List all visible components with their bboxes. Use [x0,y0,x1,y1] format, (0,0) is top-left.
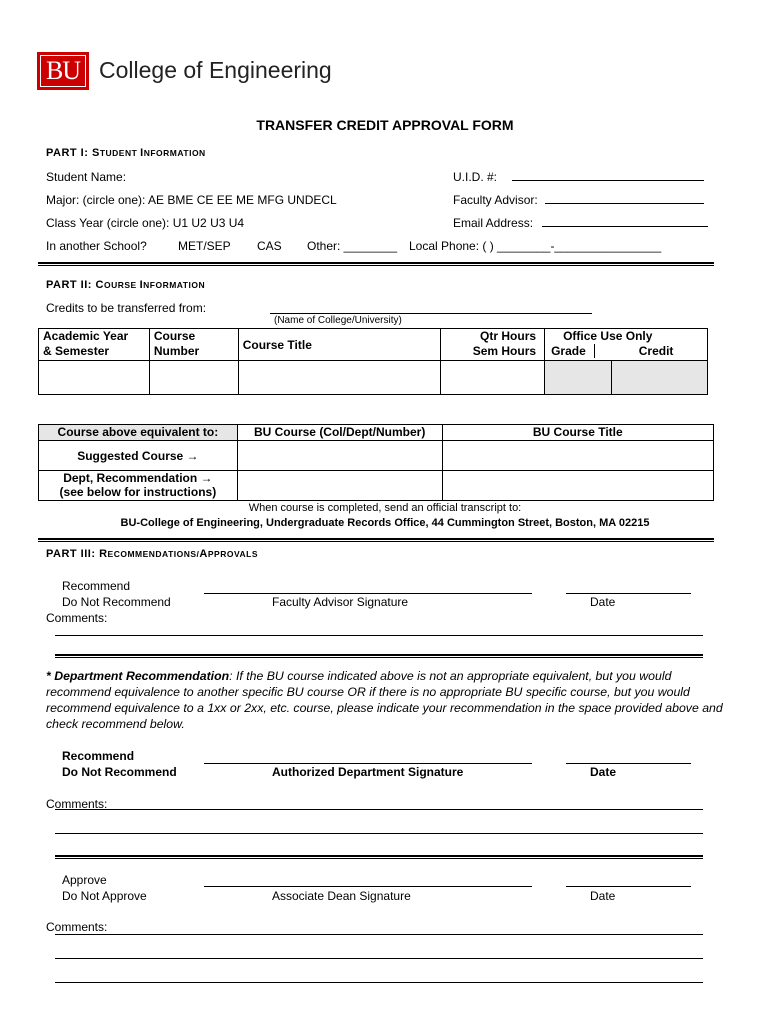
faculty-advisor-field[interactable] [545,203,704,204]
academic-year-header: Academic Year & Semester [39,329,150,361]
section-divider [38,262,714,266]
part2-heading: PART II: COURSE INFORMATION [46,279,206,291]
class-year-label: Class Year (circle one): U1 U2 U3 U4 [46,216,245,230]
uid-field[interactable] [512,180,704,181]
course-number-header: Course Number [149,329,238,361]
dept-date-label: Date [590,765,617,779]
dean-comments-line[interactable] [55,982,703,983]
dept-bu-title-cell[interactable] [442,471,713,501]
recommend-option[interactable]: Recommend [62,579,131,593]
hours-cell[interactable] [441,361,545,395]
dept-signature-label: Authorized Department Signature [272,765,464,779]
email-field[interactable] [542,226,708,227]
student-name-label: Student Name: [46,170,127,184]
uid-label: U.I.D. #: [453,170,498,184]
grade-cell [545,361,612,395]
bu-course-header: BU Course (Col/Dept/Number) [237,425,442,441]
course-number-cell[interactable] [149,361,238,395]
dept-bu-course-cell[interactable] [237,471,442,501]
faculty-signature-label: Faculty Advisor Signature [272,595,409,609]
department-recommendation-note: * Department Recommendation: If the BU course indicated above is not an appropriate equivalent, but you would recommend equivalence to another specific BU course OR if there is no appropriate BU specific course, but you would recommend equivalence to a 1xx or 2xx, etc. course, please indicate your recommendation in the space provided above and check recommend below. [46,669,723,731]
comments-line[interactable] [55,635,703,636]
dept-signature-field[interactable] [204,763,532,764]
faculty-signature-field[interactable] [204,593,532,594]
equivalence-table [38,424,714,501]
suggested-bu-title-cell[interactable] [442,441,713,471]
dean-date-label: Date [590,889,616,903]
faculty-advisor-label: Faculty Advisor: [453,193,538,207]
dept-date-field[interactable] [566,763,691,764]
dean-comments-label: Comments: [46,920,108,934]
bu-logo [37,52,89,90]
dean-date-field[interactable] [566,886,691,887]
dean-comments-line[interactable] [55,958,703,959]
faculty-date-label: Date [590,595,616,609]
comments-label: Comments: [46,611,108,625]
dept-do-not-recommend-option[interactable]: Do Not Recommend [62,765,177,779]
dept-comments-label: Comments: [46,797,108,811]
dept-comments-line[interactable] [55,833,703,834]
dean-signature-field[interactable] [204,886,532,887]
other-option: Other: ________ [307,239,398,253]
part3-heading: PART III: RECOMMENDATIONS/APPROVALS [46,548,258,560]
do-not-recommend-option[interactable]: Do Not Recommend [62,595,171,609]
section-divider [55,654,703,658]
section-divider [38,538,714,542]
logo-letters: BU [45,56,81,85]
met-sep-option: MET/SEP [178,239,231,253]
form-title: TRANSFER CREDIT APPROVAL FORM [256,117,514,133]
credit-cell [612,361,708,395]
records-address: BU-College of Engineering, Undergraduate Records Office, 44 Cummington Street, Boston, MA 02215 [120,517,650,529]
email-label: Email Address: [453,216,534,230]
office-use-header: Office Use Only Grade Credit [545,329,708,361]
transcript-note: When course is completed, send an official transcript to: [248,502,522,514]
cas-option: CAS [257,239,282,253]
major-label: Major: (circle one): AE BME CE EE ME MFG UNDECL [46,193,337,207]
credits-from-label: Credits to be transferred from: [46,301,207,315]
college-name: College of Engineering [99,57,332,83]
course-table [38,328,708,395]
local-phone-label: Local Phone: ( ) ________-________________ [409,239,662,253]
section-divider [55,855,703,859]
college-caption: (Name of College/University) [274,315,402,326]
academic-year-cell[interactable] [39,361,150,395]
do-not-approve-option[interactable]: Do Not Approve [62,889,147,903]
college-name-field[interactable] [270,313,592,314]
course-title-header: Course Title [238,329,441,361]
suggested-bu-course-cell[interactable] [237,441,442,471]
approve-option[interactable]: Approve [62,873,107,887]
hours-header: Qtr Hours Sem Hours [441,329,545,361]
equiv-header: Course above equivalent to: [39,425,238,441]
part1-heading: PART I: STUDENT INFORMATION [46,147,206,159]
dept-comments-line[interactable] [55,809,703,810]
faculty-date-field[interactable] [566,593,691,594]
another-school-label: In another School? [46,239,147,253]
suggested-course-label: Suggested Course → [39,441,238,471]
dept-recommendation-label: Dept, Recommendation → (see below for instructions) [39,471,238,501]
dept-recommend-option[interactable]: Recommend [62,749,135,763]
dean-signature-label: Associate Dean Signature [272,889,411,903]
dean-comments-line[interactable] [55,934,703,935]
bu-course-title-header: BU Course Title [442,425,713,441]
course-title-cell[interactable] [238,361,441,395]
